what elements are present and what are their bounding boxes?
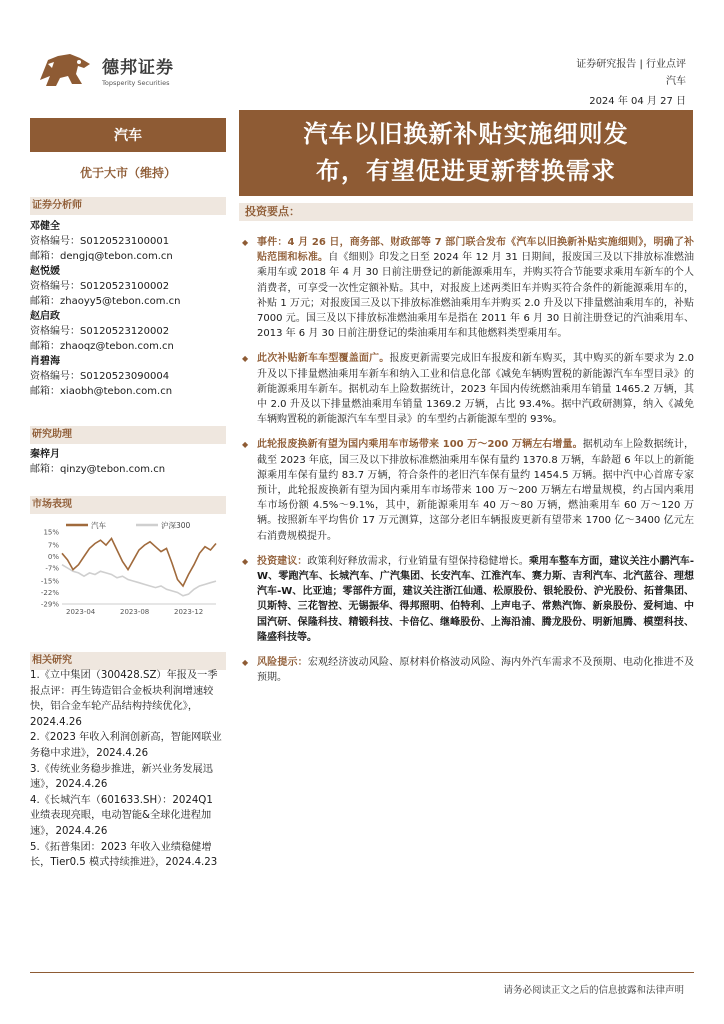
analyst-email: 邮箱：zhaoqz@tebon.com.cn [30,341,174,352]
analyst-cert: 资格编号：S0120523100002 [30,281,170,292]
market-chart-svg [30,518,226,618]
footer-disclaimer: 请务必阅读正文之后的信息披露和法律声明 [503,985,684,996]
point-body: 据机动车上险数据统计，截至 2023 年底，国三及以下排放标准燃油乘用车保有量约 1370.8 万辆，车龄超 6 年以上的新能源乘用车保有量约 83.7 万辆，符合条件的老旧汽车保有量约 1454.5 万辆。据中汽中心首席专家预计，此轮报废换新有望为国内乘用车市场带来 100 万～200 万辆左右增量规模，约占国内乘用车市场份额 4.5%～9.1%，其中，新能源乘用车 40 万～80 万辆，燃油乘用车 60 万～120 万辆。按照新车平均售价 17 万元测算，这部分老旧车辆报废更新有望带来 1700 亿～3400 亿元左右消费规模提升。 [257,439,694,542]
title-line-1: 汽车以旧换新补贴实施细则发 [303,120,629,148]
y-tick-label: -15% [40,577,59,586]
title-line-2: 布，有望促进更新替换需求 [316,157,616,185]
analyst-entry [30,309,226,354]
analyst-entry [30,264,226,309]
assistant-name: 秦梓月 [30,449,60,460]
y-tick-label: 0% [47,553,59,562]
point-body: 报废更新需要完成旧车报废和新车购买，其中购买的新车要求为 2.0 升及以下排量燃油乘用车新车和纳入工业和信息化部《减免车辆购置税的新能源汽车车型目录》的新能源乘用车新车。据机动车上险数据统计，2023 年国内传统燃油乘用车销量 1465.2 万辆，其中 2.0 升及以下排量燃油乘用车销量 1369.2 万辆，占比 93.4%。据中汽政研测算，纳入《减免车辆购置税的新能源汽车车型目录》的车型约占新能源车型的 93%。 [257,353,694,426]
analyst-cert: 资格编号：S0120523100001 [30,236,170,247]
related-item[interactable]: 1.《立中集团（300428.SZ）年报及一季报点评：再生铸造铝合金板块利润增速较快，铝合金车轮产品结构持续优化》，2024.4.26 [30,670,218,728]
y-tick-label: -29% [40,600,59,609]
assistant-entry [30,447,226,477]
point-increment [242,437,694,543]
sector-label: 汽车 [30,118,226,152]
legend-label: 沪深300 [161,521,191,530]
legend-label: 汽车 [91,521,106,530]
invest-heading: 投资要点： [239,203,693,221]
analyst-cert: 资格编号：S0120523090004 [30,371,170,382]
related-item[interactable]: 2.《2023 年收入利润创新高，智能网联业务稳中求进》，2024.4.26 [30,732,222,759]
y-tick-label: -22% [40,589,59,598]
y-tick-label: 15% [43,528,59,537]
assistant-email: 邮箱：qinzy@tebon.com.cn [30,464,166,475]
report-title [239,110,693,196]
point-event [242,235,694,341]
analyst-cert: 资格编号：S0120523120002 [30,326,170,337]
point-lead: 风险提示： [257,657,308,669]
analyst-email: 邮箱：zhaoyy5@tebon.com.cn [30,296,181,307]
point-lead: 此次补贴新车车型覆盖面广。 [257,353,390,365]
report-type: 证券研究报告 | 行业点评 [576,59,686,70]
point-body: 自《细则》印发之日至 2024 年 12 月 31 日期间，报废国三及以下排放标准燃油乘用车或 2018 年 4 月 30 日前注册登记的新能源乘用车，并购买符合节能要求乘用车新车的个人消费者，可享受一次性定额补贴。其中，对报废上述两类旧车并购买符合条件的新能源乘用车的，补贴 1 万元；对报废国三及以下排放标准燃油乘用车并购买 2.0 升及以下排量燃油乘用车的，补贴 7000 元。国三及以下排放标准燃油乘用车是指在 2011 年 6 月 30 日前注册登记的汽油乘用车、2013 年 6 月 30 日前注册登记的柴油乘用车和其他燃料类型乘用车。 [257,252,694,340]
point-coverage [242,351,694,427]
assistant-heading: 研究助理 [30,426,226,444]
analyst-entry [30,219,226,264]
related-item[interactable]: 5.《拓普集团：2023 年收入业绩稳健增长，Tier0.5 模式持续推进》，2024.4.23 [30,841,218,869]
logo-en-text: Topsperity Securities [102,79,170,87]
related-item[interactable]: 4.《长城汽车（601633.SH）：2024Q1 业绩表现亮眼，电动智能&全球化进程加速》，2024.4.26 [30,794,213,837]
analyst-name: 赵悦媛 [30,266,60,277]
y-tick-label: 7% [47,541,59,550]
series-line-hs300 [62,565,216,596]
analyst-name: 邓健全 [30,221,60,232]
header-industry: 汽车 [666,76,686,87]
analyst-name: 肖碧海 [30,356,60,367]
x-tick-label: 2023-04 [66,608,96,616]
analyst-email: 邮箱：xiaobh@tebon.com.cn [30,386,173,397]
related-list [30,668,226,871]
point-body: 政策利好释放需求，行业销量有望保持稳健增长。 [307,555,529,567]
related-heading: 相关研究 [30,652,226,670]
point-lead: 此轮报废换新有望为国内乘用车市场带来 100 万～200 万辆左右增量。 [257,439,583,451]
x-tick-label: 2023-12 [174,608,204,616]
invest-points [242,235,694,685]
point-lead: 投资建议： [257,555,308,567]
analyst-email: 邮箱：dengjq@tebon.com.cn [30,251,173,262]
market-heading: 市场表现 [30,496,226,514]
series-line-auto [62,539,216,587]
report-date: 2024 年 04 月 27 日 [589,96,686,107]
market-chart [30,518,226,618]
analyst-entry [30,354,226,399]
bull-logo-icon [34,50,96,90]
analysts-heading: 证券分析师 [30,197,226,215]
point-risk [242,655,694,685]
x-tick-label: 2023-08 [120,608,150,616]
rating-label: 优于大市（维持） [79,166,176,180]
company-logo [34,50,174,90]
point-body-2: 建议关注浙江仙通、松原股份、银轮股份、沪光股份、拓普集团、贝斯特、三花智控、无锡振华、得邦照明、伯特利、上声电子、常熟汽饰、新泉股份、爱柯迪、中国汽研、保隆科技、精锻科技、卡倍亿、继峰股份、上海沿浦、腾龙股份、明新旭腾、模塑科技、隆盛科技等。 [257,586,695,643]
related-item[interactable]: 3.《传统业务稳步推进，新兴业务发展迅速》，2024.4.26 [30,763,213,791]
analyst-name: 赵启政 [30,311,60,322]
point-advice [242,554,694,645]
point-emphasis: 乘用车整车方面，建议关注小鹏汽车-W、零跑汽车、长城汽车、广汽集团、长安汽车、江淮汽车、赛力斯、吉利汽车、北汽蓝谷、理想汽车-W、比亚迪；零部件方面， [257,555,695,598]
y-tick-label: -7% [45,564,59,573]
logo-cn-text: 德邦证券 [102,58,174,78]
point-body: 宏观经济波动风险、原材料价格波动风险、海内外汽车需求不及预期、电动化推进不及预期。 [257,657,695,684]
footer-divider [30,972,694,973]
analyst-list [30,219,226,399]
point-lead: 事件：4 月 26 日，商务部、财政部等 7 部门联合发布《汽车以旧换新补贴实施细则》，明确了补贴范围和标准。 [257,237,694,264]
